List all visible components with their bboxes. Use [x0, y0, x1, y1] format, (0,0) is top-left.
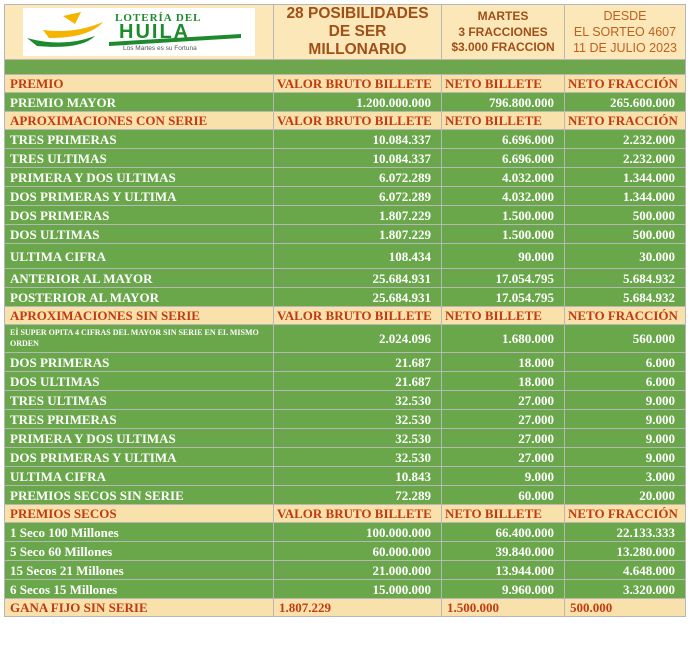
col-header-fraccion: NETO FRACCIÓN	[565, 307, 686, 325]
prize-label: PRIMERA Y DOS ULTIMAS	[5, 429, 274, 448]
bruto-value: 21.000.000	[274, 561, 442, 580]
since-line: DESDE	[603, 8, 647, 23]
bruto-value: 10.084.337	[274, 149, 442, 168]
bruto-value: 21.687	[274, 372, 442, 391]
logo-tagline: Los Martes es su Fortuna	[123, 45, 197, 53]
neto-value: 13.944.000	[442, 561, 565, 580]
loteria-huila-logo	[23, 8, 255, 56]
neto-value: 18.000	[442, 353, 565, 372]
con-serie-row	[5, 168, 686, 187]
col-header-neto: NETO BILLETE	[442, 112, 565, 130]
fraccion-value: 4.648.000	[565, 561, 686, 580]
col-header-neto: NETO BILLETE	[442, 505, 565, 523]
sin-serie-row	[5, 391, 686, 410]
prize-label: TRES PRIMERAS	[5, 410, 274, 429]
super-opita-row	[5, 325, 686, 353]
fraccion-value: 2.232.000	[565, 149, 686, 168]
title-line: 28 POSIBILIDADES	[286, 5, 429, 22]
logo-cell	[5, 5, 274, 60]
con-serie-row	[5, 225, 686, 244]
con-serie-row	[5, 206, 686, 225]
con-serie-row	[5, 149, 686, 168]
prize-label: DOS ULTIMAS	[5, 225, 274, 244]
seco-row	[5, 561, 686, 580]
prize-label: POSTERIOR AL MAYOR	[5, 288, 274, 307]
prize-label: EÌ SUPER OPITA 4 CIFRAS DEL MAYOR SIN SERIE EN EL MISMO ORDEN	[5, 325, 274, 353]
bruto-value: 6.072.289	[274, 187, 442, 206]
fraccion-value: 3.320.000	[565, 580, 686, 599]
bruto-value: 100.000.000	[274, 523, 442, 542]
prize-label: ANTERIOR AL MAYOR	[5, 269, 274, 288]
neto-value: 66.400.000	[442, 523, 565, 542]
neto-value: 9.000	[442, 467, 565, 486]
neto-value: 17.054.795	[442, 269, 565, 288]
prize-label: DOS PRIMERAS Y ULTIMA	[5, 448, 274, 467]
sin-serie-row	[5, 429, 686, 448]
fraccion-value: 500.000	[565, 206, 686, 225]
fraccion-value: 560.000	[565, 325, 686, 353]
fraccion-value: 9.000	[565, 429, 686, 448]
con-serie-row	[5, 187, 686, 206]
seco-row	[5, 523, 686, 542]
fraccion-value: 9.000	[565, 391, 686, 410]
premio-mayor-row	[5, 93, 686, 112]
sin-serie-row	[5, 448, 686, 467]
day-line: $3.000 FRACCION	[451, 39, 555, 54]
fraccion-value: 5.684.932	[565, 269, 686, 288]
col-header-bruto: VALOR BRUTO BILLETE	[274, 307, 442, 325]
prize-label: PRIMERA Y DOS ULTIMAS	[5, 168, 274, 187]
fraccion-value: 1.344.000	[565, 187, 686, 206]
fraccion-value: 500.000	[565, 225, 686, 244]
neto-value: 60.000	[442, 486, 565, 505]
prize-label: ULTIMA CIFRA	[5, 467, 274, 486]
bruto-value: 10.084.337	[274, 130, 442, 149]
bruto-value: 21.687	[274, 353, 442, 372]
prize-label: DOS PRIMERAS	[5, 353, 274, 372]
title-line: DE SER	[328, 23, 387, 41]
since-line: 11 DE JULIO 2023	[573, 41, 677, 56]
day-line: 3 FRACCIONES	[458, 24, 548, 39]
col-header-neto: NETO BILLETE	[442, 307, 565, 325]
prize-label: ULTIMA CIFRA	[5, 244, 274, 269]
prize-label: 6 Secos 15 Millones	[5, 580, 274, 599]
fraccion-value: 9.000	[565, 410, 686, 429]
neto-value: 9.960.000	[442, 580, 565, 599]
neto-value: 1.500.000	[442, 225, 565, 244]
bruto-value: 32.530	[274, 448, 442, 467]
logo-line2: HUILA	[119, 21, 191, 44]
col-header-neto: NETO BILLETE	[442, 75, 565, 93]
neto-value: 4.032.000	[442, 187, 565, 206]
sin-serie-row	[5, 372, 686, 391]
neto-value: 6.696.000	[442, 149, 565, 168]
prize-label: 1 Seco 100 Millones	[5, 523, 274, 542]
prize-label: DOS ULTIMAS	[5, 372, 274, 391]
fraccion-value: 265.600.000	[565, 93, 686, 112]
fraccion-value: 1.344.000	[565, 168, 686, 187]
fraccion-value: 20.000	[565, 486, 686, 505]
bruto-value: 32.530	[274, 410, 442, 429]
neto-value: 4.032.000	[442, 168, 565, 187]
bruto-value: 1.807.229	[274, 206, 442, 225]
prize-label: TRES ULTIMAS	[5, 391, 274, 410]
prize-label: DOS PRIMERAS Y ULTIMA	[5, 187, 274, 206]
bruto-value: 1.807.229	[274, 599, 442, 617]
neto-value: 27.000	[442, 448, 565, 467]
neto-value: 796.800.000	[442, 93, 565, 112]
title-line: MILLONARIO	[308, 41, 407, 59]
bruto-value: 60.000.000	[274, 542, 442, 561]
prize-label: 5 Seco 60 Millones	[5, 542, 274, 561]
spacer-row	[5, 60, 686, 75]
since-cell	[565, 5, 686, 60]
bruto-value: 108.434	[274, 244, 442, 269]
fraccion-value: 6.000	[565, 372, 686, 391]
neto-value: 39.840.000	[442, 542, 565, 561]
fraccion-value: 9.000	[565, 448, 686, 467]
sin-serie-row	[5, 486, 686, 505]
neto-value: 1.500.000	[442, 599, 565, 617]
day-cell	[442, 5, 565, 60]
seco-row	[5, 542, 686, 561]
col-header-fraccion: NETO FRACCIÓN	[565, 75, 686, 93]
header-row	[5, 5, 686, 60]
fraccion-value: 22.133.333	[565, 523, 686, 542]
premio-header-row	[5, 75, 686, 93]
section-title: APROXIMACIONES SIN SERIE	[5, 307, 274, 325]
bruto-value: 1.200.000.000	[274, 93, 442, 112]
neto-value: 18.000	[442, 372, 565, 391]
bruto-value: 72.289	[274, 486, 442, 505]
neto-value: 90.000	[442, 244, 565, 269]
prize-label: TRES PRIMERAS	[5, 130, 274, 149]
con-serie-header-row	[5, 112, 686, 130]
bruto-value: 15.000.000	[274, 580, 442, 599]
section-title: PREMIO	[5, 75, 274, 93]
col-header-bruto: VALOR BRUTO BILLETE	[274, 75, 442, 93]
secos-header-row	[5, 505, 686, 523]
fraccion-value: 30.000	[565, 244, 686, 269]
col-header-bruto: VALOR BRUTO BILLETE	[274, 505, 442, 523]
fraccion-value: 5.684.932	[565, 288, 686, 307]
con-serie-row	[5, 244, 686, 269]
neto-value: 27.000	[442, 410, 565, 429]
neto-value: 17.054.795	[442, 288, 565, 307]
bruto-value: 25.684.931	[274, 288, 442, 307]
prize-label: GANA FIJO SIN SERIE	[5, 599, 274, 617]
fraccion-value: 6.000	[565, 353, 686, 372]
prize-label: PREMIO MAYOR	[5, 93, 274, 112]
con-serie-row	[5, 288, 686, 307]
neto-value: 1.500.000	[442, 206, 565, 225]
con-serie-row	[5, 130, 686, 149]
fraccion-value: 3.000	[565, 467, 686, 486]
fraccion-value: 2.232.000	[565, 130, 686, 149]
bruto-value: 6.072.289	[274, 168, 442, 187]
section-title: APROXIMACIONES CON SERIE	[5, 112, 274, 130]
col-header-fraccion: NETO FRACCIÓN	[565, 112, 686, 130]
gana-fijo-row	[5, 599, 686, 617]
bruto-value: 1.807.229	[274, 225, 442, 244]
sin-serie-header-row	[5, 307, 686, 325]
title-cell	[274, 5, 442, 60]
col-header-bruto: VALOR BRUTO BILLETE	[274, 112, 442, 130]
logo-line1: LOTERÍA DEL	[115, 12, 202, 25]
section-title: PREMIOS SECOS	[5, 505, 274, 523]
bruto-value: 2.024.096	[274, 325, 442, 353]
con-serie-row	[5, 269, 686, 288]
neto-value: 1.680.000	[442, 325, 565, 353]
sin-serie-row	[5, 410, 686, 429]
since-line: EL SORTEO 4607	[573, 25, 677, 40]
prize-label: PREMIOS SECOS SIN SERIE	[5, 486, 274, 505]
bruto-value: 32.530	[274, 391, 442, 410]
fraccion-value: 13.280.000	[565, 542, 686, 561]
col-header-fraccion: NETO FRACCIÓN	[565, 505, 686, 523]
prize-label: TRES ULTIMAS	[5, 149, 274, 168]
prize-plan-table	[4, 4, 686, 617]
bruto-value: 25.684.931	[274, 269, 442, 288]
sin-serie-row	[5, 353, 686, 372]
prize-label: 15 Secos 21 Millones	[5, 561, 274, 580]
bruto-value: 10.843	[274, 467, 442, 486]
neto-value: 27.000	[442, 391, 565, 410]
seco-row	[5, 580, 686, 599]
bruto-value: 32.530	[274, 429, 442, 448]
fraccion-value: 500.000	[565, 599, 686, 617]
prize-label: DOS PRIMERAS	[5, 206, 274, 225]
neto-value: 6.696.000	[442, 130, 565, 149]
sin-serie-row	[5, 467, 686, 486]
neto-value: 27.000	[442, 429, 565, 448]
day-line: MARTES	[477, 9, 529, 24]
